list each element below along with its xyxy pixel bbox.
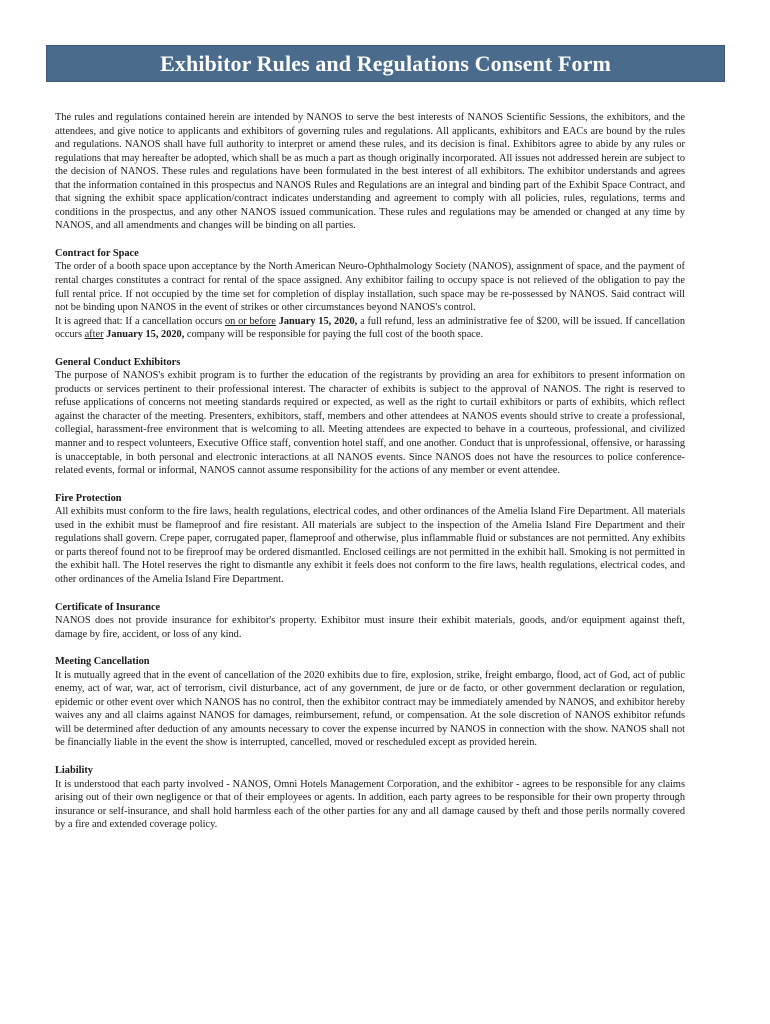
section-body: It is understood that each party involved - NANOS, Omni Hotels Management Corporation, and the exhibitor - agrees to be responsible for any claims arising out of their own negligence or that of their employees or agents. In addition, each party agrees to be responsible for their own property through insurance or self-insurance, and shall hold harmless each of the other parties for any and all damage caused by theft and those perils normally covered by a fire and extended coverage policy. [55, 778, 685, 831]
section-body: NANOS does not provide insurance for exhibitor's property. Exhibitor must insure their exhibit materials, goods, and/or equipment against theft, damage by fire, accident, or loss of any kind. [55, 615, 685, 640]
intro-paragraph: The rules and regulations contained herein are intended by NANOS to serve the best interests of NANOS Scientific Sessions, the exhibitors, and the attendees, and give notice to applicants and exhibitors of governing rules and regulations. All applicants, exhibitors and EACs are bound by the rules and regulations. NANOS shall have full authority to interpret or amend these rules, and its decision is final. Exhibitors agree to abide by any rules or regulations that may hereafter be adopted, which shall be as much a part as though originally incorporated. All issues not addressed herein are subject to the decision of NANOS. These rules and regulations have been formulated in the best interest of all exhibitors. The exhibitor understands and agrees that the information contained in this prospectus and NANOS Rules and Regulations are an integral and binding part of the Exhibit Space Contract, and that signing the exhibit space application/contract indicates understanding and agreement to comply with all policies, rules, regulations, terms and conditions in the prospectus, and any other NANOS issued communication. These rules and regulations may be amended or changed at any time by NANOS, and all amendments and changes will be binding on all parties. [55, 112, 685, 232]
section-heading: General Conduct Exhibitors [55, 356, 181, 368]
section-contract [55, 247, 685, 342]
document-body [55, 111, 685, 832]
section-heading: Meeting Cancellation [55, 656, 150, 668]
section-heading: Fire Protection [55, 492, 122, 504]
section-body: All exhibits must conform to the fire laws, health regulations, electrical codes, and other ordinances of the Amelia Island Fire Department. All materials used in the exhibit must be flameproof and fire resistant. All materials are subject to the inspection of the Amelia Island Fire Department and their regulations shall govern. Crepe paper, corrugated paper, flameproof and otherwise, plus inflammable fluid or substances are not permitted. Any exhibits or parts thereof found not to be fireproof may be ordered dismantled. Enclosed ceilings are not permitted in the exhibit hall. Smoking is not permitted in the exhibit hall. The Hotel reserves the right to dismantle any exhibit it feels does not conform to the fire laws, health regulations, electrical codes, and other ordinances of the Amelia Island Fire Department. [55, 506, 685, 585]
section-heading: Certificate of Insurance [55, 601, 161, 613]
section-body: The purpose of NANOS's exhibit program is to further the education of the registrants by providing an area for exhibitors to present information on products or services pertinent to their professional interest. The character of exhibits is subject to the approval of NANOS. The right is reserved to refuse applications of concerns not meeting standards required or expected, as well as the right to curtail exhibitors or parts of exhibits, which reflect against the character of the meeting. Presenters, exhibitors, staff, members and other attendees at NANOS events should strive to create a professional, collegial, harassment-free environment that is welcoming to all. Meeting attendees are expected to behave in a courteous, professional, and civilized manner and to respect volunteers, Executive Office staff, convention hotel staff, and one another. Conduct that is unprofessional, offensive, or harassing is unacceptable, in both personal and electronic interactions at all NANOS events. Since NANOS does not have the resources to police conference-related events, formal or informal, NANOS cannot assume responsibility for the actions of any member or event attendee. [55, 370, 685, 477]
cancellation-terms: It is agreed that: If a cancellation occurs on or before January 15, 2020, a full refund, less an administrative fee of $200, will be issued. If cancellation occurs after January 15, 2020, company will be responsible for paying the full cost of the booth space. [55, 315, 685, 341]
title-banner [46, 45, 725, 82]
section-heading: Liability [55, 764, 93, 776]
section-fire [55, 492, 685, 587]
section-conduct [55, 356, 685, 478]
page-title: Exhibitor Rules and Regulations Consent Form [160, 50, 611, 76]
section-liability [55, 764, 685, 832]
section-heading: Contract for Space [55, 247, 139, 259]
section-body: The order of a booth space upon acceptance by the North American Neuro-Ophthalmology Society (NANOS), assignment of space, and the payment of rental charges constitutes a contract for rental of the space assigned. Any exhibitor failing to occupy space is not relieved of the obligation to pay the full rental price. If not occupied by the time set for completion of display installation, such space may be re-possessed by NANOS. Said contract will not be binding upon NANOS in the event of strikes or other circumstances beyond NANOS's control. [55, 261, 685, 314]
section-insurance [55, 601, 685, 642]
section-body: It is mutually agreed that in the event of cancellation of the 2020 exhibits due to fire, explosion, strike, freight embargo, flood, act of God, act of public enemy, act of war, war, act of terrorism, civil disturbance, act of any government, de jure or de facto, or other government declaration or regulation, epidemic or other event over which NANOS has no control, then the exhibitor contract may be immediately amended by NANOS, and exhibitor hereby waives any and all claims against NANOS for damages, reimbursement, refund, or compensation. At the sole discretion of NANOS exhibitor refunds will be determined after deduction of any amounts necessary to cover the expense incurred by NANOS in connection with the show. NANOS shall not be financially liable in the event the show is interrupted, cancelled, moved or rescheduled except as provided herein. [55, 669, 685, 749]
section-meeting-cancellation [55, 655, 685, 750]
